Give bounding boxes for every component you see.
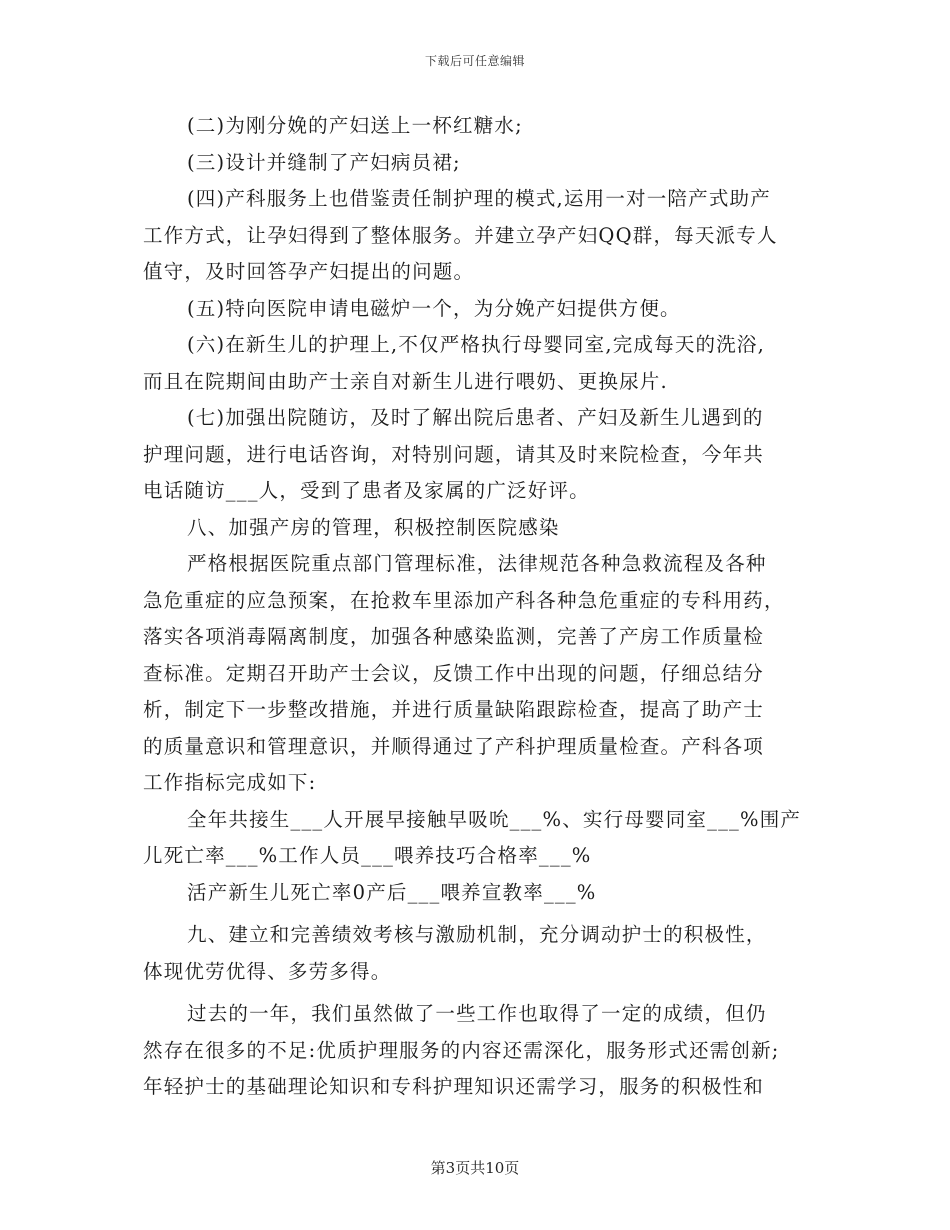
paragraph-line: 过去的一年，我们虽然做了一些工作也取得了一定的成绩，但仍 <box>187 1002 767 1025</box>
section-heading: 体现优劳优得、多劳多得。 <box>143 959 392 983</box>
page-header: 下载后可任意编辑 <box>424 54 525 68</box>
document-body <box>143 108 808 1106</box>
paragraph-line: 护理问题，进行电话咨询，对特别问题，请其及时来院检查，今年共 <box>143 442 765 466</box>
paragraph-line: 严格根据医院重点部门管理标准，法律规范各种急救流程及各种 <box>187 552 767 575</box>
paragraph-line: 析，制定下一步整改措施，并进行质量缺陷跟踪检查，提高了助产士 <box>143 698 765 721</box>
paragraph-line: 值守，及时回答孕产妇提出的问题。 <box>143 260 475 283</box>
page-number: 第3页共10页 <box>430 1159 520 1177</box>
section-heading: 九、建立和完善绩效考核与激励机制，充分调动护士的积极性， <box>187 923 767 946</box>
paragraph-line: 而且在院期间由助产士亲自对新生儿进行喂奶、更换尿片. <box>143 369 668 393</box>
section-heading: 八、加强产房的管理，积极控制医院感染 <box>187 515 560 539</box>
paragraph-line: 查标准。定期召开助产士会议，反馈工作中出现的问题，仔细总结分 <box>143 661 765 685</box>
paragraph-line: (四)产科服务上也借鉴责任制护理的模式,运用一对一陪产式助产 <box>187 187 771 210</box>
paragraph-line: 落实各项消毒隔离制度，加强各种感染监测，完善了产房工作质量检 <box>143 625 765 648</box>
paragraph-line: 活产新生儿死亡率0产后___喂养宣教率___% <box>187 880 597 904</box>
paragraph-line: 然存在很多的不足:优质护理服务的内容还需深化，服务形式还需创新; <box>143 1038 780 1062</box>
paragraph-line: 儿死亡率___%工作人员___喂养技巧合格率___% <box>143 844 592 867</box>
paragraph-line: 工作指标完成如下: <box>143 771 317 794</box>
paragraph-line: (五)特向医院申请电磁炉一个，为分娩产妇提供方便。 <box>187 296 681 320</box>
paragraph-line: (二)为刚分娩的产妇送上一杯红糖水; <box>187 114 523 137</box>
paragraph-line: (六)在新生儿的护理上,不仅严格执行母婴同室,完成每天的洗浴, <box>187 333 766 356</box>
paragraph-line: (三)设计并缝制了产妇病员裙; <box>187 150 461 174</box>
paragraph-line: (七)加强出院随访，及时了解出院后患者、产妇及新生儿遇到的 <box>187 406 764 429</box>
paragraph-line: 年轻护士的基础理论知识和专科护理知识还需学习，服务的积极性和 <box>143 1075 765 1098</box>
paragraph-line: 全年共接生___人开展早接触早吸吮___%、实行母婴同室___%围产 <box>187 807 802 831</box>
paragraph-line: 急危重症的应急预案，在抢救车里添加产科各种急危重症的专科用药， <box>143 588 785 612</box>
paragraph-line: 的质量意识和管理意识，并顺得通过了产科护理质量检查。产科各项 <box>143 734 765 758</box>
paragraph-line: 工作方式，让孕妇得到了整体服务。并建立孕产妇QQ群，每天派专人 <box>143 223 778 247</box>
paragraph-line: 电话随访___人，受到了患者及家属的广泛好评。 <box>143 479 590 502</box>
